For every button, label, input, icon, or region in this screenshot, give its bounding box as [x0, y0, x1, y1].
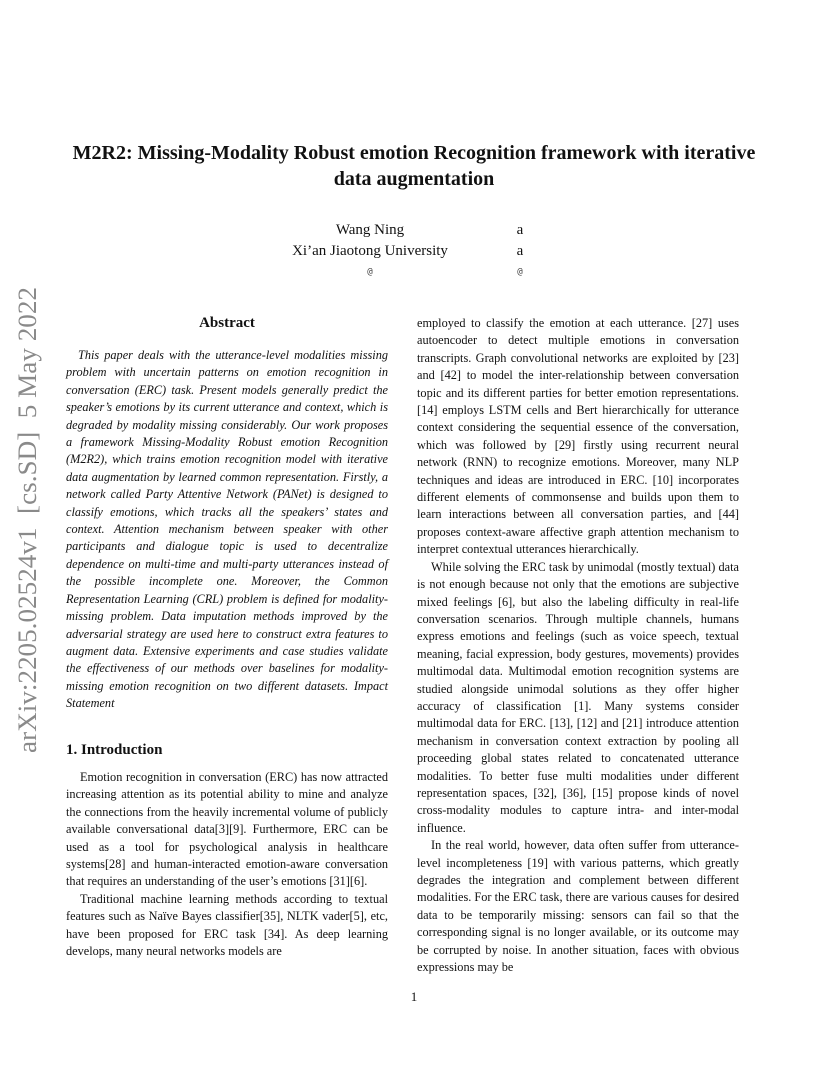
- body-paragraph: employed to classify the emotion at each utterance. [27] uses autoencoder to detect multiple emotions in conversation transcripts. Graph convolutional networks are exploited by [23] and [42] to model the inter-relationship between conversation topic and its different parties for better emotion representations. [14] employs LSTM cells and Bert hierarchically for utterance context considering the sequential essence of the conversation, which was followed by [29] firstly using recurrent neural network (RNN) to recognize emotions. Moreover, many NLP techniques and ideas are introduced in ERC. [10] incorporates different elements of commonsense and builds upon them to learn interactions between all conversation parties, and [44] proposes context-aware affective graph attention mechanism to interpret contextual utterances hierarchically.: [417, 316, 739, 557]
- abstract-text: This paper deals with the utterance-level modalities missing problem with uncertain patterns on emotion recognition in conversation (ERC) task. Present models generally predict the speaker’s emotions by its current utterance and context, which is degraded by modality missing considerably. Our work proposes a framework Missing-Modality Robust emotion Recognition (M2R2), which trains emotion recognition model with iterative data augmentation by learned common representation. Firstly, a network called Party Attentive Network (PANet) is designed to classify emotions, which tracks all the speakers’ states and context. Attention mechanism between speaker with other participants and dialogue topic is used to decentralize dependence on multi-time and multi-party utterances instead of the possible incomplete one. Moreover, the Common Representation Learning (CRL) problem is defined for modality-missing problem. Data imputation methods improved by the adversarial strategy are used here to construct extra features to augment data. Extensive experiments and case studies validate the effectiveness of our methods over baselines for modality-missing emotion recognition on two different datasets. Impact Statement: [66, 348, 388, 711]
- intro-paragraph: Traditional machine learning methods according to textual features such as Naïve Bayes classifier[35], NLTK vader[5], etc, have been proposed for ERC task [34]. As deep learning develops, many neural networks models are: [66, 891, 388, 959]
- introduction-section: [66, 740, 388, 960]
- author-2-email: @: [517, 267, 523, 277]
- body-paragraph: While solving the ERC task by unimodal (mostly textual) data is not enough because not only that the emotions are subjective mixed feelings [6], but also the labeling difficulty in real-life conversation scenarios. Through multiple channels, humans express emotions and feelings (such as voice speech, textual meaning, facial expression, body gestures, movements) provides multimodal data. Multimodal emotion recognition systems are studied alongside unimodal solutions as they offer higher accuracy of classification [1]. Many systems consider multimodal data for ERC. [13], [12] and [21] introduce attention mechanism in conversation context extraction by pooling all proceeding global states related to concatenated utterance modalities. To better fuse multi modalities under different representation spaces, [32], [36], [15] propose kinds of novel cross-modality modules to capture intra- and inter-modal influence.: [417, 559, 739, 835]
- paper-title: M2R2: Missing-Modality Robust emotion Recognition framework with iterative data augmentation: [72, 142, 756, 190]
- right-column: [417, 315, 739, 976]
- author-2-affiliation: a: [516, 243, 524, 259]
- arxiv-identifier-text: arXiv:2205.02524v1 [cs.SD] 5 May 2022: [13, 306, 42, 753]
- author-2-name: a: [516, 222, 524, 238]
- intro-paragraph: Emotion recognition in conversation (ERC) has now attracted increasing attention as its potential ability to mine and analyze the connections from the heavily incremental volume of publicly available conversational data[3][9]. Furthermore, ERC can be used as a tool for psychological analysis in healthcare systems[28] and human-interacted emotion-aware conversation that requires an understanding of the user’s emotions [31][6].: [66, 770, 388, 889]
- abstract-heading: Abstract: [199, 315, 255, 331]
- author-2: [500, 220, 540, 283]
- body-paragraph: In the real world, however, data often suffer from utterance-level incompleteness [19] with various patterns, which greatly degrades the integration and complement between different modalities. For the ERC task, there are various causes for desired data to be temporarily missing: sensors can fail so that the corresponding signal is no longer available, or its outcome may be corrupted by noise. In another situation, faces with obvious expressions may be: [417, 838, 739, 975]
- left-column: [66, 313, 388, 713]
- author-1-name: Wang Ning: [335, 222, 405, 238]
- author-1: [270, 220, 470, 283]
- arxiv-identifier: [6, 286, 46, 754]
- introduction-heading: 1. Introduction: [66, 742, 163, 758]
- page-number: 1: [410, 989, 418, 1004]
- author-1-email: @: [367, 267, 373, 277]
- author-1-affiliation: Xi’an Jiaotong University: [292, 243, 448, 259]
- arxiv-identifier-svg: [6, 286, 46, 754]
